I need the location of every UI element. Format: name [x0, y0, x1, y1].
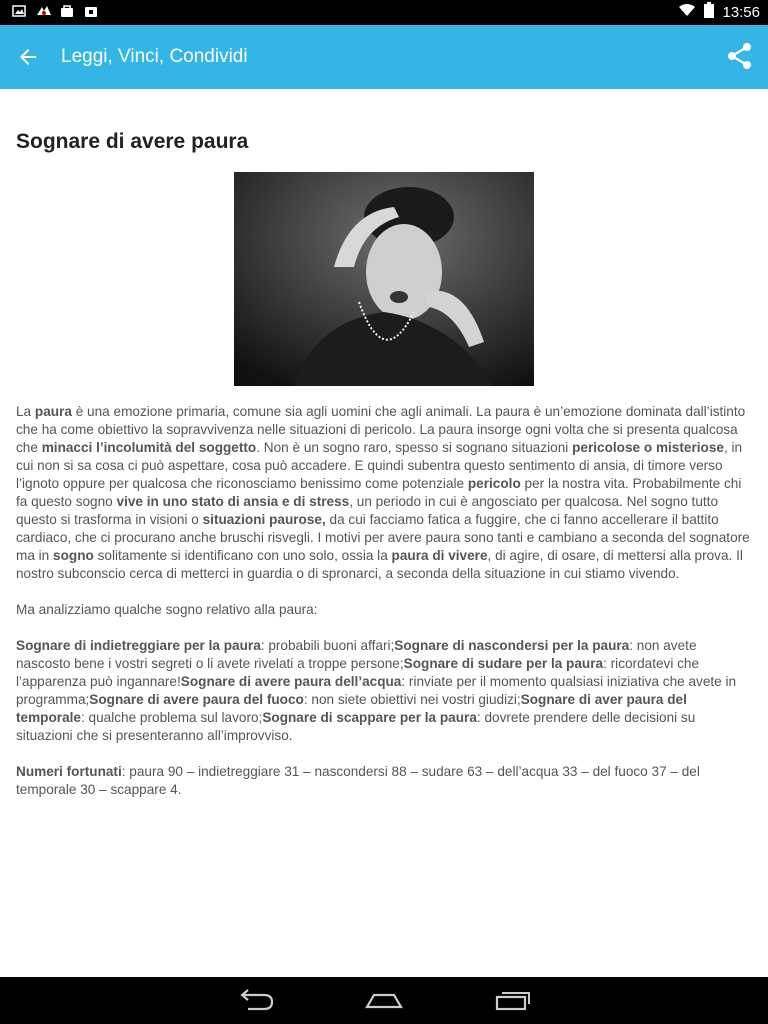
- text-segment: . Non è un sogno raro, spesso si sognano situazioni: [256, 440, 573, 455]
- bold-text-segment: Sognare di nascondersi per la paura: [394, 638, 630, 653]
- bold-text-segment: minacci l’incolumità del soggetto: [41, 440, 257, 455]
- article-paragraph-lead: [16, 601, 752, 619]
- battery-icon: [704, 2, 714, 22]
- notification-icons: [12, 4, 98, 18]
- clock: 13:56: [722, 3, 760, 21]
- text-segment: , un periodo in cui è angosciato per qualcosa. Nel sogno tutto questo si trasforma in visioni o: [16, 494, 719, 527]
- bold-text-segment: Sognare di avere paura del fuoco: [89, 692, 304, 707]
- article-photo: [234, 172, 534, 386]
- bold-text-segment: Numeri fortunati: [16, 764, 122, 779]
- bold-text-segment: Sognare di sudare per la paura: [403, 656, 604, 671]
- bold-text-segment: pericolose o misteriose: [572, 440, 724, 455]
- text-segment: da cui facciamo fatica a fuggire, che ci fanno accellerare il battito cardiaco, che ci procurano anche bruschi risvegli. I motivi per avere paura sono tanti e cambiano a seconda del sognatore ma in: [16, 512, 750, 563]
- bold-text-segment: vive in uno stato di ansia e di stress: [116, 494, 350, 509]
- article-paragraph-numbers: [16, 763, 752, 799]
- bold-text-segment: paura: [34, 404, 72, 419]
- text-segment: : ricordatevi che l’apparenza può ingannare!: [16, 656, 700, 689]
- text-segment: : non avete nascosto bene i vostri segreti o li avete rivelati a troppe persone;: [16, 638, 697, 671]
- app-title: Leggi, Vinci, Condividi: [61, 46, 248, 67]
- bold-text-segment: Sognare di aver paura del temporale: [16, 692, 687, 725]
- status-right: [678, 2, 760, 22]
- text-segment: , di agire, di osare, di mettersi alla prova. Il nostro subconscio cerca di metterci in guardia o di spronarci, a seconda della situazione in cui stiamo vivendo.: [16, 548, 743, 581]
- article-title: Sognare di avere paura: [16, 130, 249, 153]
- status-bar: [0, 0, 768, 25]
- wifi-icon: [678, 3, 696, 21]
- text-segment: La: [16, 404, 35, 419]
- text-segment: : rinviate per il momento qualsiasi iniziativa che avete in programma;: [16, 674, 737, 707]
- bold-text-segment: Sognare di scappare per la paura: [262, 710, 477, 725]
- share-icon[interactable]: [726, 42, 754, 70]
- navigation-bar: [0, 977, 768, 1024]
- text-segment: solitamente si identificano con uno solo, ossia la: [93, 548, 392, 563]
- recents-nav-icon[interactable]: [493, 987, 533, 1013]
- app-bar: [0, 25, 768, 89]
- article-paragraph-dreams: [16, 637, 752, 745]
- bold-text-segment: Sognare di avere paura dell’acqua: [180, 674, 402, 689]
- bold-text-segment: Sognare di indietreggiare per la paura: [16, 638, 261, 653]
- store-notification-icon: [84, 4, 98, 18]
- home-nav-icon[interactable]: [364, 987, 404, 1013]
- article-content: [16, 89, 752, 817]
- text-segment: : probabili buoni affari;: [260, 638, 395, 653]
- text-segment: per la nostra vita. Probabilmente chi fa questo sogno: [16, 476, 742, 509]
- bold-text-segment: situazioni paurose,: [202, 512, 326, 527]
- bold-text-segment: pericolo: [467, 476, 521, 491]
- text-segment: Ma analizziamo qualche sogno relativo alla paura:: [16, 602, 318, 617]
- article-paragraph-intro: [16, 403, 752, 583]
- app-notification-icon: [36, 4, 50, 18]
- back-arrow-icon[interactable]: [16, 45, 40, 69]
- text-segment: : dovrete prendere delle decisioni su situazioni che si presenteranno all’improvviso.: [16, 710, 696, 743]
- gallery-notification-icon: [12, 4, 26, 18]
- text-segment: , in cui non si sa cosa ci può aspettare, cosa può accadere. E quindi subentra questo sentimento di ansia, di timore verso l’ignoto oppure per qualcosa che riconosciamo benissimo come potenziale: [16, 440, 743, 491]
- bold-text-segment: sogno: [53, 548, 94, 563]
- back-nav-icon[interactable]: [236, 987, 276, 1013]
- text-segment: : non siete obiettivi nei vostri giudizi;: [303, 692, 521, 707]
- bold-text-segment: paura di vivere: [391, 548, 488, 563]
- text-segment: : qualche problema sul lavoro;: [80, 710, 263, 725]
- article-body: [16, 403, 752, 799]
- text-segment: : paura 90 – indietreggiare 31 – nascondersi 88 – sudare 63 – dell’acqua 33 – del fuoco 37 – del temporale 30 – scappare 4.: [16, 764, 700, 797]
- shopping-bag-icon: [60, 4, 74, 18]
- text-segment: è una emozione primaria, comune sia agli uomini che agli animali. La paura è un’emozione dominata dall’istinto che ha come obiettivo la sopravvivenza nelle situazioni di pericolo. La paura insorge ogni volta che si presenta qualcosa che: [16, 404, 746, 455]
